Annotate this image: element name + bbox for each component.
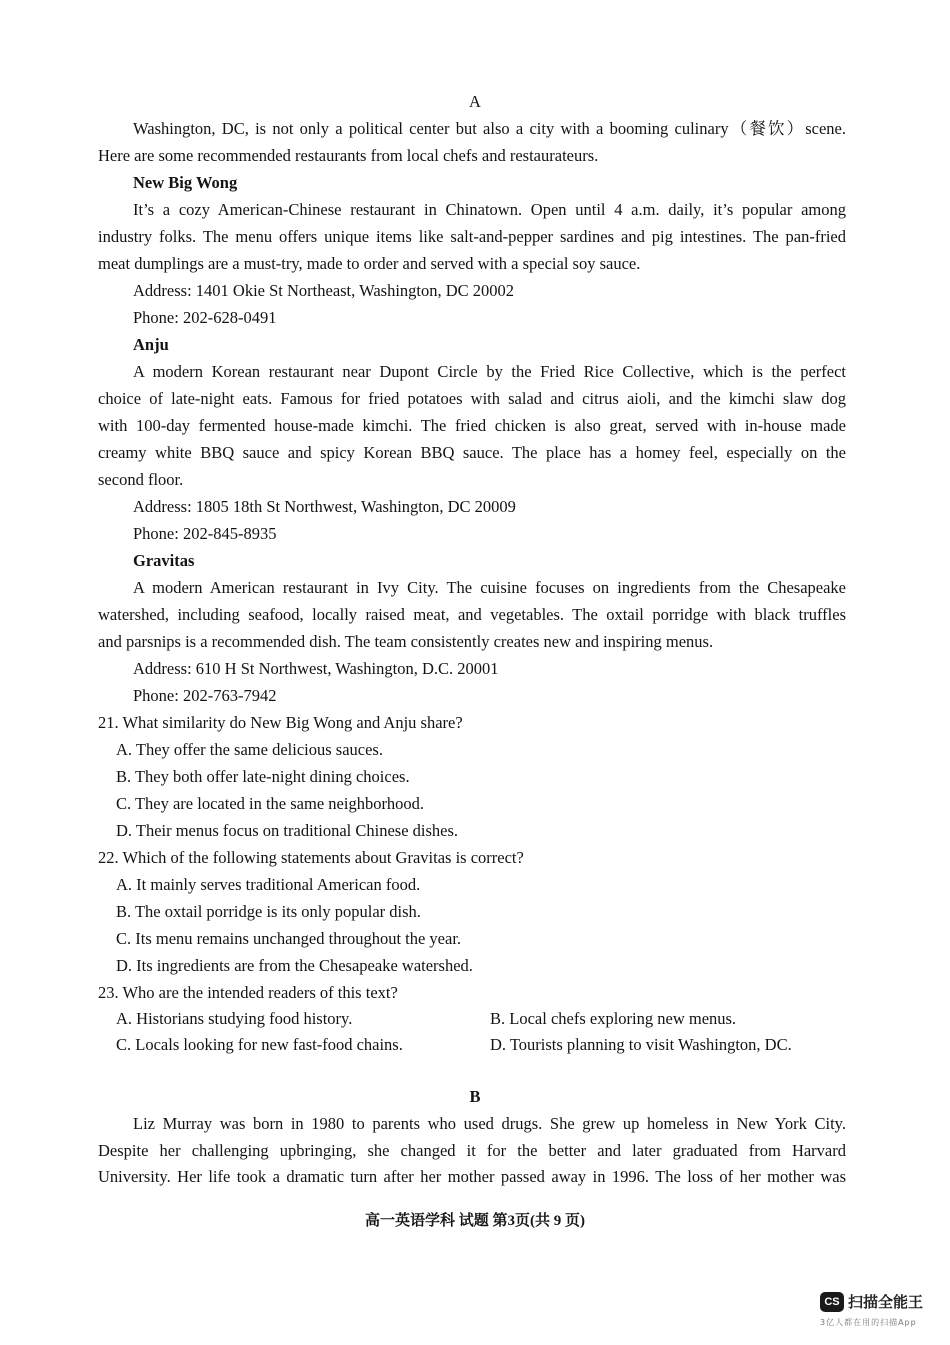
restaurant-description-line: and parsnips is a recommended dish. The team consistently creates new and inspiring menus. (98, 632, 714, 651)
question-22-option-d: D. Its ingredients are from the Chesapeake watershed. (116, 956, 473, 975)
question-22-option-c: C. Its menu remains unchanged throughout the year. (116, 929, 462, 948)
restaurant-name-anju: Anju (133, 335, 169, 354)
restaurant-address: Address: 610 H St Northwest, Washington, D.C. 20001 (133, 659, 499, 678)
restaurant-description-line: A modern Korean restaurant near Dupont Circle by the Fried Rice Collective, which is the perfect (133, 362, 846, 381)
watermark-tagline: 3亿人都在用的扫描App (820, 1318, 917, 1327)
question-21-option-a: A. They offer the same delicious sauces. (116, 740, 383, 759)
cs-logo-icon: CS (820, 1292, 844, 1312)
restaurant-phone: Phone: 202-763-7942 (133, 686, 277, 705)
question-21-option-d: D. Their menus focus on traditional Chinese dishes. (116, 821, 459, 840)
restaurant-phone: Phone: 202-628-0491 (133, 308, 277, 327)
question-22: 22. Which of the following statements about Gravitas is correct? (98, 848, 524, 867)
watermark-name: 扫描全能王 (848, 1293, 924, 1311)
restaurant-description-line: industry folks. The menu offers unique items like salt-and-pepper sardines and pig intestines. The pan-fried (98, 227, 846, 246)
intro-line: Washington, DC, is not only a political center but also a city with a booming culinary（餐饮）scene. (133, 119, 846, 138)
restaurant-name-gravitas: Gravitas (133, 551, 195, 570)
page-footer: 高一英语学科 试题 第3页(共 9 页) (365, 1213, 585, 1229)
question-23-option-d: D. Tourists planning to visit Washington, DC. (490, 1035, 792, 1054)
question-22-option-b: B. The oxtail porridge is its only popular dish. (116, 902, 421, 921)
restaurant-address: Address: 1401 Okie St Northeast, Washington, DC 20002 (133, 281, 515, 300)
passage-b-line: Liz Murray was born in 1980 to parents who used drugs. She grew up homeless in New York City. (133, 1114, 846, 1133)
restaurant-description-line: creamy white BBQ sauce and spicy Korean BBQ sauce. The place has a homey feel, especially on the (98, 443, 846, 462)
passage-b-line: University. Her life took a dramatic turn after her mother passed away in 1996. The loss of her mother was (98, 1167, 846, 1186)
restaurant-description-line: watershed, including seafood, locally raised meat, and vegetables. The oxtail porridge with black truffles (98, 605, 846, 624)
question-21: 21. What similarity do New Big Wong and Anju share? (98, 713, 463, 732)
section-b-label: B (469, 1087, 481, 1106)
restaurant-description-line: It’s a cozy American-Chinese restaurant in Chinatown. Open until 4 a.m. daily, it’s popular among (133, 200, 846, 219)
restaurant-name-new-big-wong: New Big Wong (133, 173, 238, 192)
question-22-option-a: A. It mainly serves traditional American food. (116, 875, 421, 894)
restaurant-description-line: A modern American restaurant in Ivy City. The cuisine focuses on ingredients from the Chesapeake (133, 578, 846, 597)
restaurant-description-line: second floor. (98, 470, 184, 489)
section-a-label: A (469, 92, 481, 111)
restaurant-description-line: with 100-day fermented house-made kimchi. The fried chicken is also great, served with in-house made (98, 416, 846, 435)
restaurant-address: Address: 1805 18th St Northwest, Washington, DC 20009 (133, 497, 516, 516)
question-23-option-b: B. Local chefs exploring new menus. (490, 1009, 737, 1028)
restaurant-description-line: choice of late-night eats. Famous for fried potatoes with salad and citrus aioli, and the kimchi slaw dog (98, 389, 846, 408)
restaurant-description-line: meat dumplings are a must-try, made to order and served with a special soy sauce. (98, 254, 641, 273)
passage-b-line: Despite her challenging upbringing, she changed it for the better and later graduated from Harvard (98, 1141, 846, 1160)
question-21-option-c: C. They are located in the same neighborhood. (116, 794, 425, 813)
intro-line: Here are some recommended restaurants from local chefs and restaurateurs. (98, 146, 599, 165)
question-23-option-c: C. Locals looking for new fast-food chains. (116, 1035, 403, 1054)
question-23: 23. Who are the intended readers of this text? (98, 983, 398, 1002)
question-23-option-a: A. Historians studying food history. (116, 1009, 353, 1028)
scanner-watermark (820, 1290, 935, 1330)
restaurant-phone: Phone: 202-845-8935 (133, 524, 277, 543)
question-21-option-b: B. They both offer late-night dining choices. (116, 767, 410, 786)
